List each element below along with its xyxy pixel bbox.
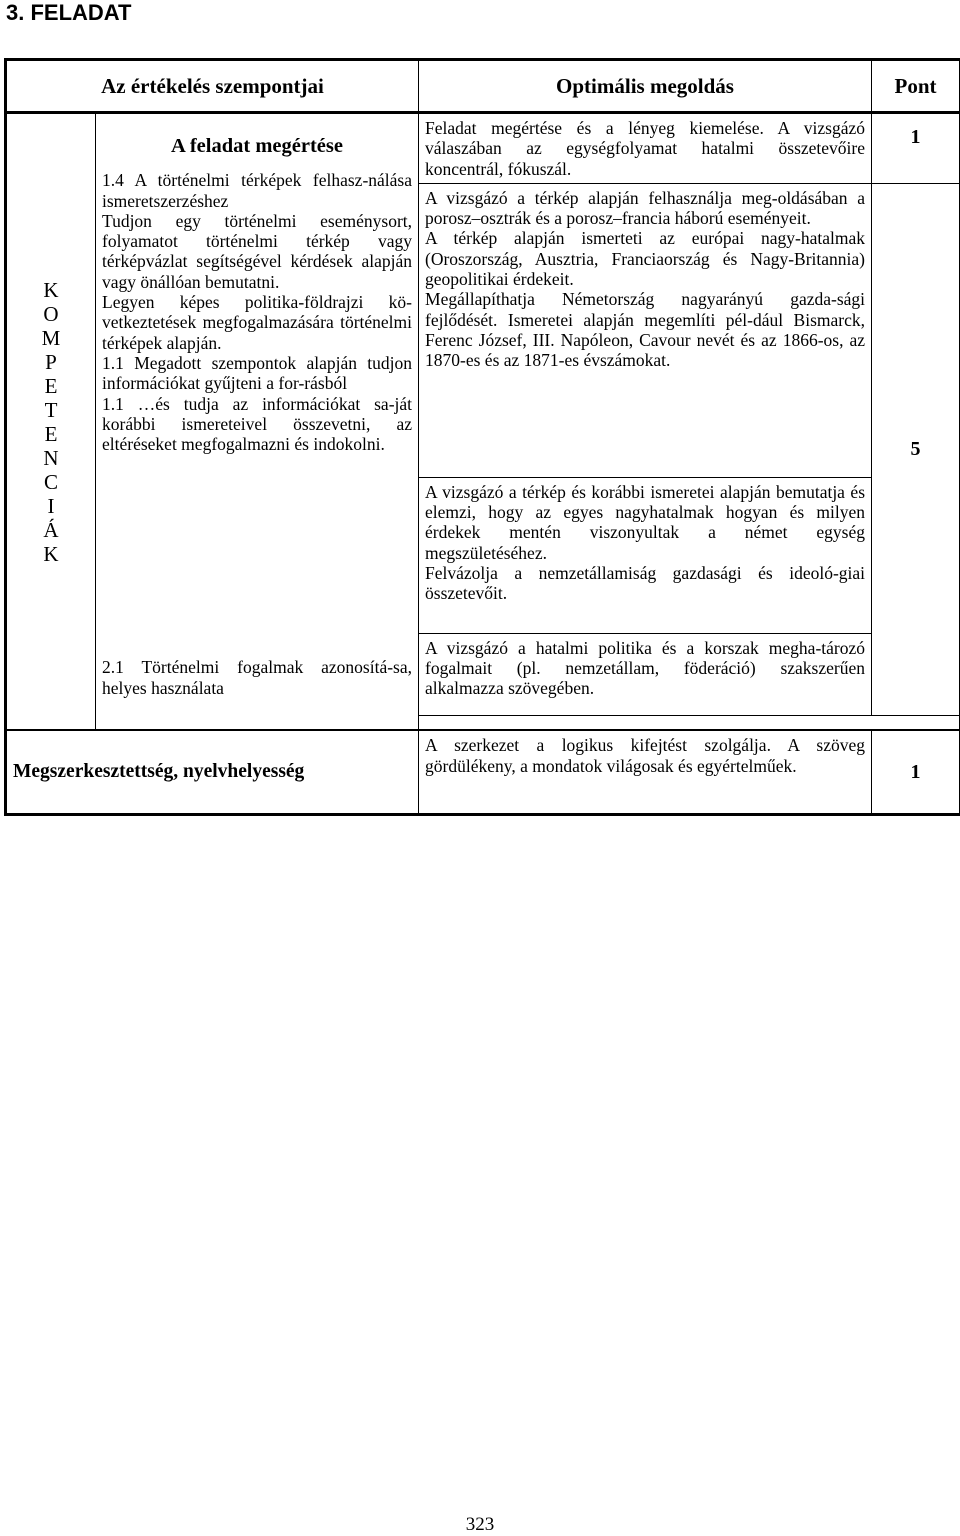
header-row bbox=[6, 60, 960, 113]
assessment-table bbox=[4, 58, 960, 816]
solution-text: Megállapíthatja Németország nagyarányú gazda-sági fejlődését. Ismeretei alapján megemlíti pél-dául Bismarck, Ferenc József, III. Napóleon, Cavour nevét és az 1866-os, az 1870-es és az 1871-es évszámokat. bbox=[425, 289, 865, 370]
solution-text: A vizsgázó a térkép és korábbi ismeretei alapján bemutatja és elemzi, hogy az egyes nagyhatalmak hogyan és milyen érdekek mentén viszonyultak a német egység megszületéséhez. bbox=[425, 482, 865, 563]
competency-letter: M bbox=[7, 326, 95, 350]
points-header: Pont bbox=[872, 60, 960, 113]
spacer-cell bbox=[419, 715, 960, 730]
competency-letter: T bbox=[7, 398, 95, 422]
criteria-concepts-cell bbox=[96, 715, 419, 730]
criteria-cell bbox=[96, 113, 419, 716]
criterion-1-4: 1.4 A történelmi térképek felhasz-nálása ismeretszerzéshez bbox=[102, 170, 412, 211]
solution-text: A vizsgázó a hatalmi politika és a korszak megha-tározó fogalmait (pl. nemzetállam, föderáció) szakszerűen alkalmazza szövegében. bbox=[425, 638, 865, 699]
style-row bbox=[6, 730, 960, 814]
criterion-2-1: 2.1 Történelmi fogalmak azonosítá-sa, helyes használata bbox=[102, 657, 412, 698]
competency-letter: E bbox=[7, 422, 95, 446]
page-title: 3. FELADAT bbox=[6, 0, 131, 26]
understanding-title: A feladat megértése bbox=[102, 136, 412, 156]
criterion-1-1-compare: 1.1 …és tudja az információkat sa-ját korábbi ismereteivel összevetni, az eltéréseket megfogalmazni és indokolni. bbox=[102, 394, 412, 455]
criterion-political-geography: Legyen képes politika-földrajzi kö-vetkeztetések megfogalmazására történelmi térképek alapján. bbox=[102, 292, 412, 353]
solution-text: A térkép alapján ismerteti az európai nagy-hatalmak (Oroszország, Ausztria, Franciaország és Nagy-Britannia) geopolitikai érdekeit. bbox=[425, 228, 865, 289]
solution-map bbox=[419, 183, 872, 477]
competency-letter: K bbox=[7, 278, 95, 302]
competency-letter: N bbox=[7, 446, 95, 470]
solution-header: Optimális megoldás bbox=[419, 60, 872, 113]
solution-text: A vizsgázó a térkép alapján felhasználja meg-oldásában a porosz–osztrák és a porosz–francia háború eseményeit. bbox=[425, 188, 865, 229]
competency-letter: I bbox=[7, 494, 95, 518]
points-competencies: 5 bbox=[872, 183, 960, 715]
solution-text: Felvázolja a nemzetállamiság gazdasági és ideoló-giai összetevőit. bbox=[425, 563, 865, 604]
competency-letter: C bbox=[7, 470, 95, 494]
solution-text: A szerkezet a logikus kifejtést szolgálja. A szöveg gördülékeny, a mondatok világosak és egyértelműek. bbox=[425, 735, 865, 776]
criterion-1-1-collect: 1.1 Megadott szempontok alapján tudjon információkat gyűjteni a for-rásból bbox=[102, 353, 412, 394]
solution-text: Feladat megértése és a lényeg kiemelése. A vizsgázó válaszában az egységfolyamat hatalmi összetevőire koncentrál, fókuszál. bbox=[425, 118, 865, 179]
competency-label bbox=[6, 113, 96, 731]
competency-letter: E bbox=[7, 374, 95, 398]
points-style: 1 bbox=[872, 730, 960, 814]
competency-letter: K bbox=[7, 542, 95, 566]
competency-letter: Á bbox=[7, 518, 95, 542]
spacer-row bbox=[6, 715, 960, 730]
solution-comparison bbox=[419, 477, 872, 633]
solution-understanding bbox=[419, 113, 872, 184]
understanding-row bbox=[6, 113, 960, 184]
points-understanding: 1 bbox=[872, 113, 960, 184]
competency-letter: O bbox=[7, 302, 95, 326]
competency-letter: P bbox=[7, 350, 95, 374]
page-number: 323 bbox=[0, 1514, 960, 1536]
solution-concepts bbox=[419, 633, 872, 715]
solution-style bbox=[419, 730, 872, 814]
criteria-header: Az értékelés szempontjai bbox=[6, 60, 419, 113]
criterion-style: Megszerkesztettség, nyelvhelyesség bbox=[6, 730, 419, 814]
criterion-1-4-detail: Tudjon egy történelmi eseménysort, folyamatot történelmi térkép vagy térképvázlat segítségével kérdések alapján vagy önállóan bemutatni. bbox=[102, 211, 412, 292]
